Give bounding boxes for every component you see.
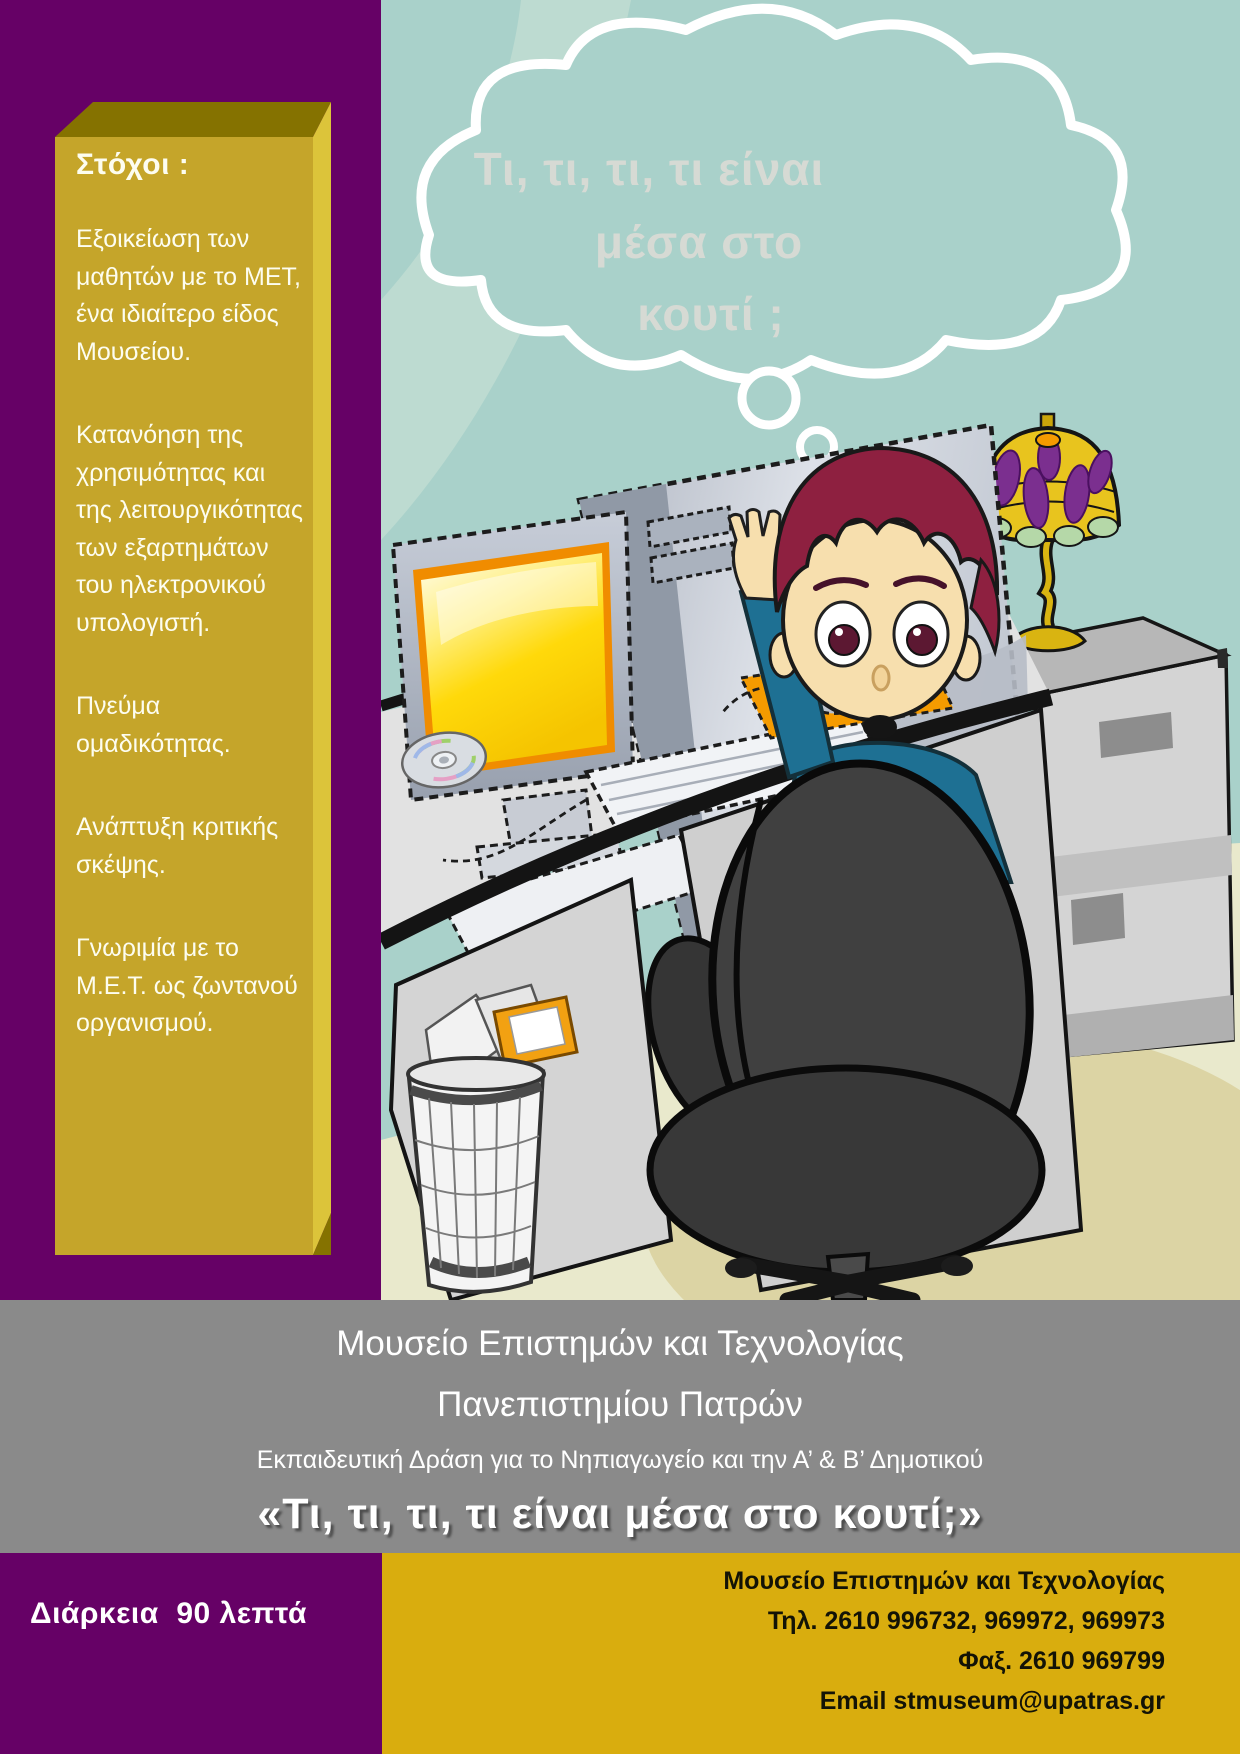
objective-item: Πνεύμα ομαδικότητας. <box>76 692 231 758</box>
contact-name: Μουσείο Επιστημών και Τεχνολογίας <box>723 1567 1165 1595</box>
duration-block <box>0 1553 382 1754</box>
objective-item: Εξοικείωση των μαθητών με το ΜΕΤ, ένα ιδιαίτερο είδος Μουσείου. <box>76 225 301 366</box>
contact-email: Email stmuseum@upatras.gr <box>819 1687 1165 1715</box>
bubble-text-line2: μέσα στο <box>594 216 804 268</box>
contact-block <box>382 1553 1240 1754</box>
bubble-text-line1: Τι, τι, τι, τι είναι <box>473 143 825 195</box>
bubble-trail-large <box>742 371 796 425</box>
objective-item: Γνωριμία με το Μ.Ε.Τ. ως ζωντανού οργανισμού. <box>76 934 298 1037</box>
activity-title: «Τι, τι, τι, τι είναι μέσα στο κουτί;» <box>257 1490 983 1538</box>
goal-box-top-bevel <box>55 102 331 137</box>
objectives-panel <box>76 142 304 1089</box>
boy-mouth <box>863 715 897 739</box>
objectives-heading: Στόχοι : <box>76 148 190 181</box>
museum-name: Μουσείο Επιστημών και Τεχνολογίας <box>336 1324 904 1363</box>
museum-banner <box>0 1300 1240 1553</box>
contact-phone: Τηλ. 2610 996732, 969972, 969973 <box>767 1607 1165 1635</box>
program-subtitle: Εκπαιδευτική Δράση για το Νηπιαγωγείο και την Α’ & Β’ Δημοτικού <box>256 1446 984 1474</box>
duration-text: Διάρκεια 90 λεπτά <box>30 1597 307 1630</box>
university-name: Πανεπιστημίου Πατρών <box>437 1385 803 1424</box>
contact-fax: Φαξ. 2610 969799 <box>958 1647 1165 1675</box>
objective-item: Κατανόηση της χρησιμότητας και της λειτουργικότητας των εξαρτημάτων του ηλεκτρονικού υπολογιστή. <box>76 421 303 637</box>
chair-seat <box>650 1068 1042 1272</box>
goal-box-right-bevel <box>313 102 331 1255</box>
illustration <box>381 0 1240 1300</box>
objective-item: Ανάπτυξη κριτικής σκέψης. <box>76 813 279 879</box>
bubble-text-line3: κουτί ; <box>637 288 785 340</box>
